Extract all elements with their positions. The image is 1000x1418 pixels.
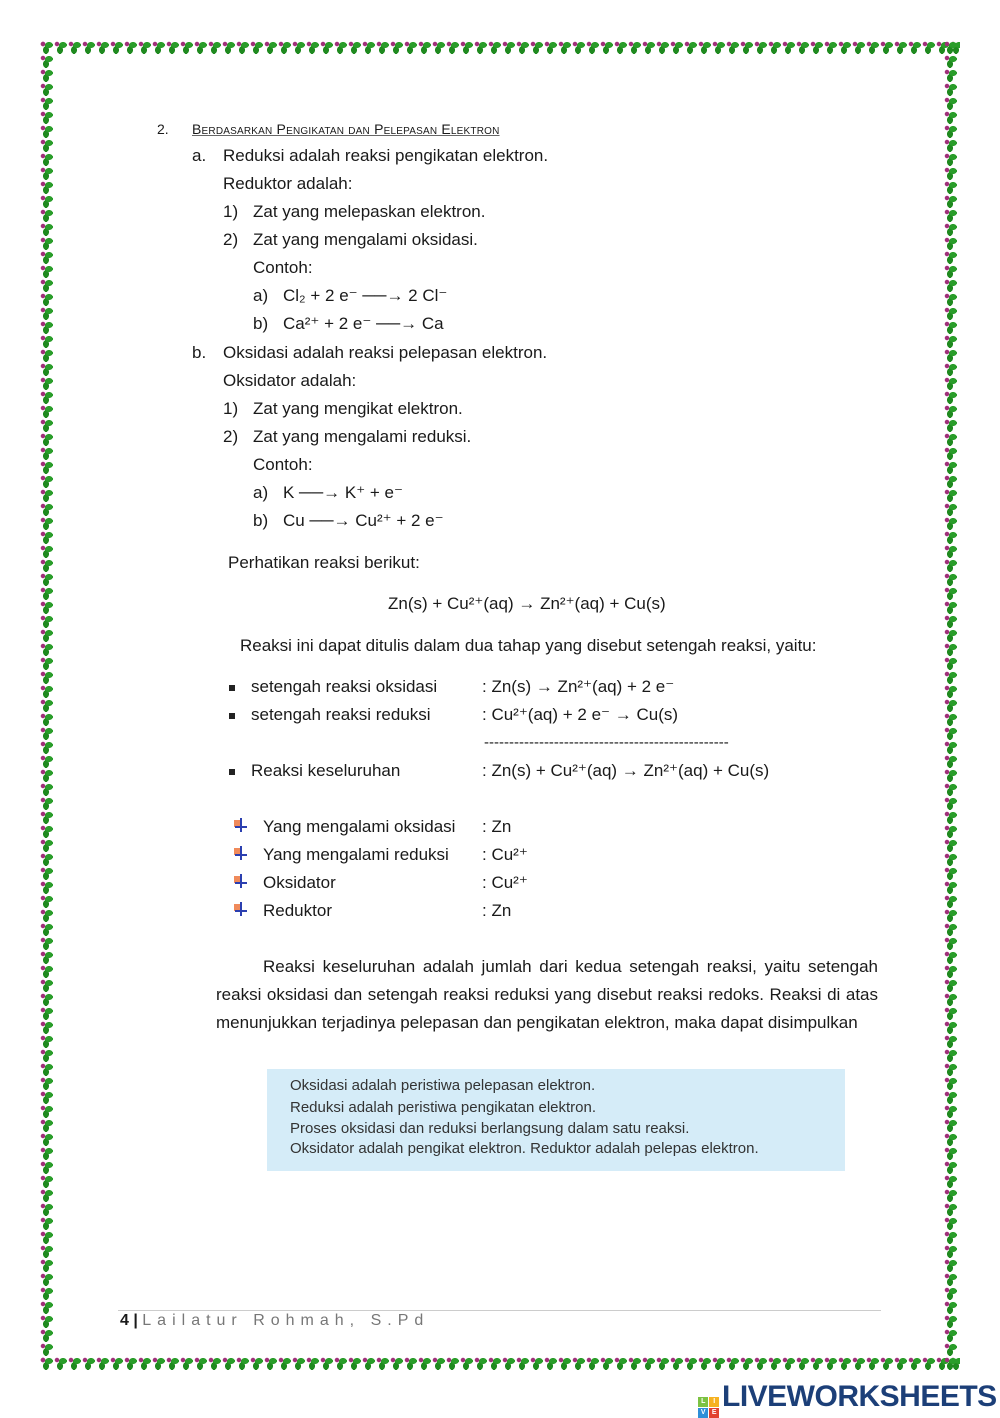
summary-line: Reduksi adalah peristiwa pengikatan elektron. bbox=[290, 1099, 597, 1116]
list-item: Zat yang mengalami oksidasi. bbox=[253, 230, 478, 249]
intro-text: Perhatikan reaksi berikut: bbox=[228, 553, 420, 572]
half-reaction-oxidation bbox=[229, 677, 675, 697]
example-label: Contoh: bbox=[253, 258, 313, 277]
main-equation: Zn(s) + Cu²⁺(aq) → Zn²⁺(aq) + Cu(s) bbox=[388, 594, 666, 613]
example-marker: b) bbox=[253, 511, 269, 530]
example-label: Contoh: bbox=[253, 455, 313, 474]
example-equation: Ca²⁺ + 2 e⁻ ──→ Ca bbox=[283, 314, 444, 333]
summary-box bbox=[267, 1069, 845, 1171]
list-item: Zat yang mengalami reduksi. bbox=[253, 427, 472, 446]
half-reaction-intro: Reaksi ini dapat ditulis dalam dua tahap yang disebut setengah reaksi, yaitu: bbox=[240, 636, 817, 655]
role-value: : Cu²⁺ bbox=[482, 873, 528, 892]
author-name: Lailatur Rohmah, S.Pd bbox=[142, 1312, 430, 1329]
example-marker: b) bbox=[253, 314, 269, 333]
half-reaction-label: setengah reaksi reduksi bbox=[251, 705, 431, 724]
summary-line: Oksidator adalah pengikat elektron. Reduktor adalah pelepas elektron. bbox=[290, 1140, 759, 1157]
brand-text: LIVEWORKSHEETS bbox=[722, 1380, 997, 1413]
arrow-bullet-icon bbox=[233, 902, 249, 918]
decorative-border-top bbox=[40, 40, 960, 54]
footer-divider bbox=[118, 1310, 881, 1311]
half-reaction-value: : Cu²⁺(aq) + 2 e⁻ → Cu(s) bbox=[482, 705, 679, 724]
role-label: Yang mengalami reduksi bbox=[263, 845, 449, 864]
sum-separator: ------------------------------------------------- bbox=[484, 734, 729, 751]
role-label: Yang mengalami oksidasi bbox=[263, 817, 456, 836]
example-equation: Cu ──→ Cu²⁺ + 2 e⁻ bbox=[283, 511, 444, 530]
item-marker: b. bbox=[192, 343, 207, 362]
example-marker: a) bbox=[253, 286, 269, 305]
decorative-border-right bbox=[944, 40, 958, 1370]
example-marker: a) bbox=[253, 483, 269, 502]
summary-line: Proses oksidasi dan reduksi berlangsung dalam satu reaksi. bbox=[290, 1120, 690, 1137]
decorative-border-bottom bbox=[40, 1356, 960, 1370]
half-reaction-label: setengah reaksi oksidasi bbox=[251, 677, 438, 696]
liveworksheets-logo bbox=[698, 1380, 997, 1418]
half-reaction-value: : Zn(s) → Zn²⁺(aq) + 2 e⁻ bbox=[482, 677, 675, 696]
half-reaction-reduction bbox=[229, 705, 679, 725]
role-row bbox=[233, 901, 512, 921]
page-footer bbox=[120, 1312, 429, 1330]
overall-value: : Zn(s) + Cu²⁺(aq) → Zn²⁺(aq) + Cu(s) bbox=[482, 761, 770, 780]
example-equation: Cl₂ + 2 e⁻ ──→ 2 Cl⁻ bbox=[283, 286, 448, 305]
arrow-bullet-icon bbox=[233, 818, 249, 834]
oksidator-label: Oksidator adalah: bbox=[223, 371, 357, 390]
list-marker: 1) bbox=[223, 202, 239, 221]
decorative-border-left bbox=[40, 40, 54, 1370]
example-equation: K ──→ K⁺ + e⁻ bbox=[283, 483, 403, 502]
definition-oksidasi: Oksidasi adalah reaksi pelepasan elektron. bbox=[223, 343, 548, 362]
list-marker: 2) bbox=[223, 230, 239, 249]
reduktor-label: Reduktor adalah: bbox=[223, 174, 353, 193]
bullet-icon bbox=[229, 713, 235, 719]
overall-reaction bbox=[229, 761, 770, 781]
role-value: : Cu²⁺ bbox=[482, 845, 528, 864]
role-value: : Zn bbox=[482, 901, 512, 920]
role-row bbox=[233, 873, 528, 893]
bullet-icon bbox=[229, 685, 235, 691]
role-row bbox=[233, 845, 528, 865]
item-marker: a. bbox=[192, 146, 207, 165]
page-number: 4 | bbox=[120, 1312, 138, 1329]
bullet-icon bbox=[229, 769, 235, 775]
live-logo-icon: L I V E bbox=[698, 1397, 719, 1418]
role-label: Oksidator bbox=[263, 873, 336, 892]
list-item: Zat yang mengikat elektron. bbox=[253, 399, 463, 418]
role-row bbox=[233, 817, 512, 837]
list-marker: 2) bbox=[223, 427, 239, 446]
role-value: : Zn bbox=[482, 817, 512, 836]
arrow-bullet-icon bbox=[233, 846, 249, 862]
summary-line: Oksidasi adalah peristiwa pelepasan elektron. bbox=[290, 1077, 596, 1094]
overall-label: Reaksi keseluruhan bbox=[251, 761, 401, 780]
conclusion-paragraph: Reaksi keseluruhan adalah jumlah dari kedua setengah reaksi, yaitu setengah reaksi oksidasi dan setengah reaksi reduksi yang disebut reaksi redoks. Reaksi di atas menunjukkan terjadinya pelepasan dan pengikatan elektron, maka dapat disimpulkan bbox=[216, 957, 878, 1032]
list-item: Zat yang melepaskan elektron. bbox=[253, 202, 486, 221]
list-marker: 1) bbox=[223, 399, 239, 418]
role-label: Reduktor bbox=[263, 901, 332, 920]
section-number: 2. bbox=[157, 121, 169, 137]
arrow-bullet-icon bbox=[233, 874, 249, 890]
section-heading: Berdasarkan Pengikatan dan Pelepasan Elektron bbox=[192, 121, 500, 137]
definition-reduksi: Reduksi adalah reaksi pengikatan elektron. bbox=[223, 146, 549, 165]
